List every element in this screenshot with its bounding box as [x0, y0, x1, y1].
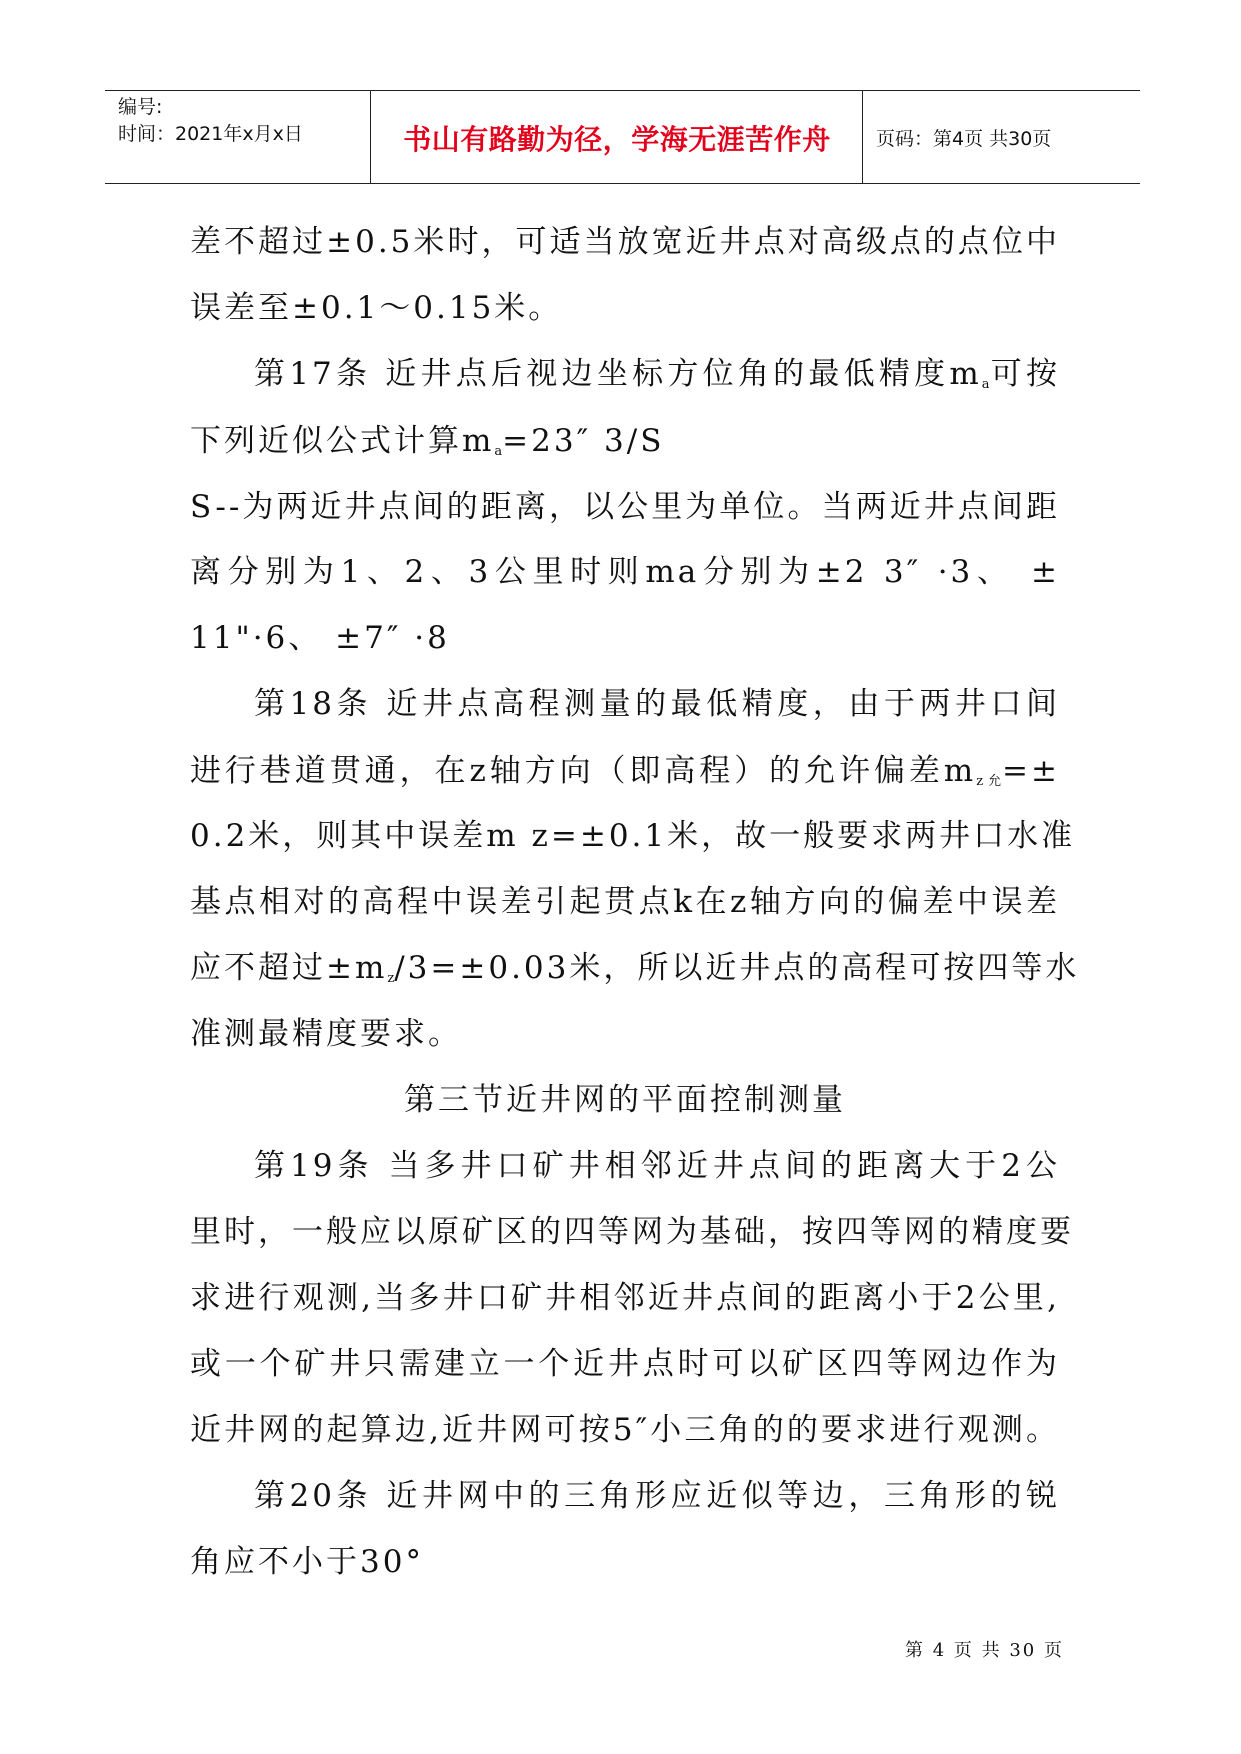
header-meta	[118, 94, 303, 148]
serial-label: 编号:	[118, 96, 163, 118]
page-code: 页码：第4页 共30页	[876, 128, 1052, 150]
text-line: 应不超过$\pm m_z/3=\pm 0.03$米，所以近井点的高程可按四等水	[190, 950, 1080, 986]
text-line: 求进行观测,当多井口矿井相邻近井点间的距离小于2公里,	[190, 1280, 1060, 1316]
text-line: 或一个矿井只需建立一个近井点时可以矿区四等网边作为	[190, 1346, 1060, 1382]
header-top-rule	[105, 90, 1140, 91]
text-line: 0.2米，则其中误差m z=±0.1米，故一般要求两井口水准	[190, 818, 1076, 854]
article-20-line: 第20条 近井网中的三角形应近似等边，三角形的锐	[254, 1478, 1060, 1514]
article-19-line: 第19条 当多井口矿井相邻近井点间的距离大于2公	[254, 1148, 1060, 1184]
text-line: 离分别为1、2、3公里时则ma分别为±2 3″ ·3、 ±	[190, 554, 1060, 590]
article-18-line: 第18条 近井点高程测量的最低精度，由于两井口间	[254, 686, 1060, 722]
text-line: 基点相对的高程中误差引起贯点k在z轴方向的偏差中误差	[190, 884, 1060, 920]
text-line: 11"·6、 ±7″ ·8	[190, 620, 450, 656]
header-bottom-rule	[105, 183, 1140, 184]
text-line: 准测最精度要求。	[190, 1016, 462, 1052]
page-footer: 第 4 页 共 30 页	[905, 1640, 1064, 1661]
text-line: 误差至±0.1～0.15米。	[190, 290, 563, 326]
header-motto: 书山有路勤为径，学海无涯苦作舟	[403, 123, 831, 156]
text-line: 里时，一般应以原矿区的四等网为基础，按四等网的精度要	[190, 1214, 1074, 1250]
header-divider	[862, 90, 863, 184]
header-divider	[370, 90, 371, 184]
text-line: S--为两近井点间的距离，以公里为单位。当两近井点间距	[190, 489, 1060, 525]
time-label: 时间：2021年x月x日	[118, 123, 303, 145]
text-line: 近井网的起算边,近井网可按5″小三角的的要求进行观测。	[190, 1412, 1060, 1448]
text-line: 下列近似公式计算$m_a=23''$ 3/S	[190, 423, 665, 459]
text-line: 差不超过±0.5米时，可适当放宽近井点对高级点的点位中	[190, 224, 1060, 260]
text-line: 进行巷道贯通，在z轴方向（即高程）的允许偏差$m_{z 允}=\pm$	[190, 753, 1060, 789]
text-line: 角应不小于30°	[190, 1544, 424, 1580]
section-heading: 第三节近井网的平面控制测量	[404, 1082, 846, 1118]
article-17-line: 第17条 近井点后视边坐标方位角的最低精度$m_a$可按	[254, 356, 1061, 392]
